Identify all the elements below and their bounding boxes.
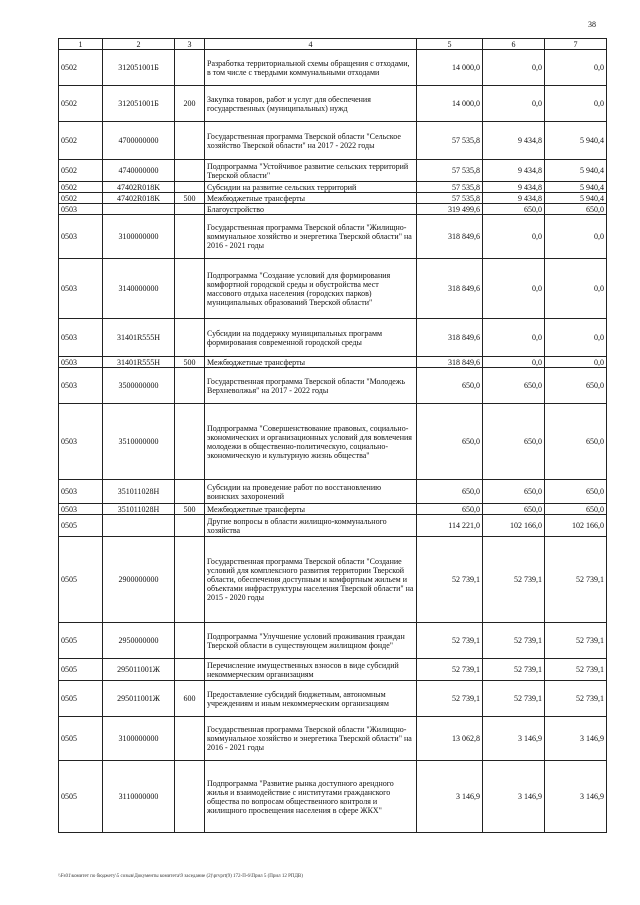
table-row [59, 319, 607, 357]
amount-1-cell: 650,0 [417, 480, 483, 504]
amount-3-cell: 0,0 [545, 319, 607, 357]
target-code-cell: 4700000000 [103, 122, 175, 160]
amount-3-cell: 5 940,4 [545, 160, 607, 182]
amount-3-cell: 650,0 [545, 368, 607, 404]
amount-1-cell: 318 849,6 [417, 215, 483, 259]
table-row [59, 515, 607, 537]
item-name-cell: Государственная программа Тверской области "Молодежь Верхневолжья" на 2017 - 2022 годы [205, 368, 417, 404]
expense-kind-cell [175, 50, 205, 86]
column-header: 6 [483, 39, 545, 50]
amount-3-cell: 650,0 [545, 404, 607, 480]
target-code-cell: 295011001Ж [103, 681, 175, 717]
amount-1-cell: 52 739,1 [417, 681, 483, 717]
expense-kind-cell: 500 [175, 357, 205, 368]
expense-kind-cell [175, 515, 205, 537]
item-name-cell: Подпрограмма "Создание условий для формирования комфортной городской среды и обустройства мест массового отдыха населения (городских парков) муниципальных образований Тверской области" [205, 259, 417, 319]
table-row [59, 681, 607, 717]
amount-2-cell: 3 146,9 [483, 717, 545, 761]
section-cell: 0503 [59, 504, 103, 515]
amount-2-cell: 9 434,8 [483, 193, 545, 204]
expense-kind-cell: 500 [175, 504, 205, 515]
column-header: 4 [205, 39, 417, 50]
amount-1-cell: 52 739,1 [417, 623, 483, 659]
amount-3-cell: 52 739,1 [545, 659, 607, 681]
section-cell: 0505 [59, 515, 103, 537]
amount-2-cell: 102 166,0 [483, 515, 545, 537]
amount-3-cell: 52 739,1 [545, 623, 607, 659]
item-name-cell: Перечисление имущественных взносов в виде субсидий некоммерческим организациям [205, 659, 417, 681]
target-code-cell: 312051001Б [103, 86, 175, 122]
amount-1-cell: 3 146,9 [417, 761, 483, 833]
budget-table [58, 38, 607, 833]
amount-1-cell: 57 535,8 [417, 182, 483, 193]
section-cell: 0505 [59, 659, 103, 681]
amount-2-cell: 0,0 [483, 215, 545, 259]
item-name-cell: Благоустройство [205, 204, 417, 215]
expense-kind-cell [175, 215, 205, 259]
target-code-cell [103, 515, 175, 537]
target-code-cell: 3110000000 [103, 761, 175, 833]
table-row [59, 623, 607, 659]
amount-3-cell: 0,0 [545, 259, 607, 319]
amount-2-cell: 650,0 [483, 204, 545, 215]
item-name-cell: Межбюджетные трансферты [205, 193, 417, 204]
amount-2-cell: 9 434,8 [483, 160, 545, 182]
amount-1-cell: 318 849,6 [417, 319, 483, 357]
target-code-cell: 3500000000 [103, 368, 175, 404]
item-name-cell: Государственная программа Тверской области "Создание условий для комплексного развития территории Тверской области, обеспечения доступным и комфортным жильем и объектами инфраструктуры населения Тверской области" на 2015 - 2020 годы [205, 537, 417, 623]
amount-3-cell: 650,0 [545, 504, 607, 515]
item-name-cell: Подпрограмма "Улучшение условий проживания граждан Тверской области в существующем жилищном фонде" [205, 623, 417, 659]
target-code-cell: 351011028H [103, 504, 175, 515]
amount-3-cell: 650,0 [545, 204, 607, 215]
section-cell: 0503 [59, 259, 103, 319]
table-row [59, 504, 607, 515]
amount-3-cell: 3 146,9 [545, 717, 607, 761]
target-code-cell: 3510000000 [103, 404, 175, 480]
target-code-cell: 312051001Б [103, 50, 175, 86]
expense-kind-cell [175, 160, 205, 182]
expense-kind-cell [175, 122, 205, 160]
expense-kind-cell [175, 717, 205, 761]
item-name-cell: Разработка территориальной схемы обращения с отходами, в том числе с твердыми коммунальными отходами [205, 50, 417, 86]
target-code-cell: 3100000000 [103, 215, 175, 259]
table-row [59, 160, 607, 182]
amount-3-cell: 3 146,9 [545, 761, 607, 833]
amount-1-cell: 14 000,0 [417, 86, 483, 122]
table-row [59, 204, 607, 215]
amount-3-cell: 52 739,1 [545, 537, 607, 623]
amount-1-cell: 52 739,1 [417, 659, 483, 681]
target-code-cell: 3140000000 [103, 259, 175, 319]
amount-3-cell: 102 166,0 [545, 515, 607, 537]
column-header: 7 [545, 39, 607, 50]
amount-2-cell: 52 739,1 [483, 659, 545, 681]
section-cell: 0505 [59, 537, 103, 623]
footer-file-path: \\Fs01\комитет по бюджету\5 созыв\Документы комитета\9 заседание (2)\prvprt(9) 172-П-6\Прил 5 (Прил 12 РПДВ) [58, 874, 303, 879]
table-row [59, 182, 607, 193]
table-row [59, 480, 607, 504]
target-code-cell: 31401R555H [103, 319, 175, 357]
amount-2-cell: 3 146,9 [483, 761, 545, 833]
table-row [59, 86, 607, 122]
target-code-cell: 351011028H [103, 480, 175, 504]
amount-3-cell: 5 940,4 [545, 193, 607, 204]
section-cell: 0502 [59, 193, 103, 204]
expense-kind-cell [175, 761, 205, 833]
section-cell: 0502 [59, 182, 103, 193]
expense-kind-cell [175, 319, 205, 357]
section-cell: 0505 [59, 717, 103, 761]
section-cell: 0502 [59, 122, 103, 160]
table-header-row [59, 39, 607, 50]
table-row [59, 537, 607, 623]
amount-1-cell: 650,0 [417, 404, 483, 480]
amount-2-cell: 52 739,1 [483, 623, 545, 659]
item-name-cell: Подпрограмма "Совершенствование правовых, социально-экономических и организационных условий для вовлечения молодежи в общественно-политическую, социально-экономическую и культурную жизнь общества" [205, 404, 417, 480]
expense-kind-cell [175, 623, 205, 659]
item-name-cell: Другие вопросы в области жилищно-коммунального хозяйства [205, 515, 417, 537]
target-code-cell: 3100000000 [103, 717, 175, 761]
amount-1-cell: 650,0 [417, 504, 483, 515]
amount-3-cell: 650,0 [545, 480, 607, 504]
item-name-cell: Межбюджетные трансферты [205, 357, 417, 368]
section-cell: 0505 [59, 761, 103, 833]
amount-2-cell: 9 434,8 [483, 122, 545, 160]
target-code-cell: 2950000000 [103, 623, 175, 659]
section-cell: 0503 [59, 204, 103, 215]
column-header: 3 [175, 39, 205, 50]
section-cell: 0503 [59, 357, 103, 368]
amount-2-cell: 650,0 [483, 480, 545, 504]
column-header: 2 [103, 39, 175, 50]
section-cell: 0503 [59, 319, 103, 357]
expense-kind-cell [175, 182, 205, 193]
section-cell: 0502 [59, 160, 103, 182]
target-code-cell: 47402R018K [103, 193, 175, 204]
section-cell: 0502 [59, 50, 103, 86]
table-row [59, 122, 607, 160]
item-name-cell: Государственная программа Тверской области "Жилищно-коммунальное хозяйство и энергетика Тверской области" на 2016 - 2021 годы [205, 215, 417, 259]
expense-kind-cell [175, 259, 205, 319]
expense-kind-cell [175, 204, 205, 215]
table-row [59, 717, 607, 761]
amount-1-cell: 52 739,1 [417, 537, 483, 623]
column-header: 5 [417, 39, 483, 50]
amount-1-cell: 114 221,0 [417, 515, 483, 537]
item-name-cell: Субсидии на проведение работ по восстановлению воинских захоронений [205, 480, 417, 504]
amount-3-cell: 0,0 [545, 50, 607, 86]
amount-1-cell: 14 000,0 [417, 50, 483, 86]
amount-1-cell: 319 499,6 [417, 204, 483, 215]
amount-2-cell: 0,0 [483, 357, 545, 368]
amount-3-cell: 0,0 [545, 215, 607, 259]
table-row [59, 761, 607, 833]
target-code-cell: 31401R555H [103, 357, 175, 368]
amount-2-cell: 0,0 [483, 319, 545, 357]
item-name-cell: Государственная программа Тверской области "Жилищно-коммунальное хозяйство и энергетика Тверской области" на 2016 - 2021 годы [205, 717, 417, 761]
amount-1-cell: 318 849,6 [417, 357, 483, 368]
item-name-cell: Подпрограмма "Устойчивое развитие сельских территорий Тверской области" [205, 160, 417, 182]
table-row [59, 215, 607, 259]
target-code-cell: 47402R018K [103, 182, 175, 193]
amount-3-cell: 5 940,4 [545, 122, 607, 160]
table-row [59, 193, 607, 204]
item-name-cell: Подпрограмма "Развитие рынка доступного арендного жилья и взаимодействие с институтами гражданского общества по вопросам общественного контроля и жилищного просвещения населения в сфере ЖКХ" [205, 761, 417, 833]
amount-1-cell: 13 062,8 [417, 717, 483, 761]
amount-2-cell: 9 434,8 [483, 182, 545, 193]
amount-1-cell: 57 535,8 [417, 160, 483, 182]
section-cell: 0503 [59, 215, 103, 259]
table-row [59, 368, 607, 404]
table-row [59, 357, 607, 368]
table-row [59, 659, 607, 681]
table-row [59, 259, 607, 319]
section-cell: 0505 [59, 623, 103, 659]
amount-2-cell: 0,0 [483, 86, 545, 122]
section-cell: 0503 [59, 404, 103, 480]
expense-kind-cell [175, 404, 205, 480]
item-name-cell: Субсидии на поддержку муниципальных программ формирования современной городской среды [205, 319, 417, 357]
amount-3-cell: 52 739,1 [545, 681, 607, 717]
amount-2-cell: 0,0 [483, 50, 545, 86]
item-name-cell: Предоставление субсидий бюджетным, автономным учреждениям и иным некоммерческим организациям [205, 681, 417, 717]
amount-3-cell: 0,0 [545, 86, 607, 122]
expense-kind-cell: 500 [175, 193, 205, 204]
target-code-cell: 4740000000 [103, 160, 175, 182]
target-code-cell: 295011001Ж [103, 659, 175, 681]
amount-1-cell: 318 849,6 [417, 259, 483, 319]
amount-2-cell: 52 739,1 [483, 537, 545, 623]
table-row [59, 50, 607, 86]
amount-1-cell: 57 535,8 [417, 193, 483, 204]
item-name-cell: Межбюджетные трансферты [205, 504, 417, 515]
amount-1-cell: 57 535,8 [417, 122, 483, 160]
amount-2-cell: 650,0 [483, 404, 545, 480]
target-code-cell [103, 204, 175, 215]
amount-3-cell: 5 940,4 [545, 182, 607, 193]
expense-kind-cell [175, 537, 205, 623]
amount-3-cell: 0,0 [545, 357, 607, 368]
page-number: 38 [588, 20, 596, 29]
section-cell: 0505 [59, 681, 103, 717]
expense-kind-cell: 200 [175, 86, 205, 122]
amount-2-cell: 0,0 [483, 259, 545, 319]
item-name-cell: Государственная программа Тверской области "Сельское хозяйство Тверской области" на 2017 - 2022 годы [205, 122, 417, 160]
amount-2-cell: 52 739,1 [483, 681, 545, 717]
column-header: 1 [59, 39, 103, 50]
expense-kind-cell [175, 368, 205, 404]
expense-kind-cell: 600 [175, 681, 205, 717]
section-cell: 0503 [59, 480, 103, 504]
item-name-cell: Закупка товаров, работ и услуг для обеспечения государственных (муниципальных) нужд [205, 86, 417, 122]
expense-kind-cell [175, 480, 205, 504]
amount-1-cell: 650,0 [417, 368, 483, 404]
amount-2-cell: 650,0 [483, 368, 545, 404]
expense-kind-cell [175, 659, 205, 681]
section-cell: 0502 [59, 86, 103, 122]
section-cell: 0503 [59, 368, 103, 404]
amount-2-cell: 650,0 [483, 504, 545, 515]
item-name-cell: Субсидии на развитие сельских территорий [205, 182, 417, 193]
table-row [59, 404, 607, 480]
target-code-cell: 2900000000 [103, 537, 175, 623]
